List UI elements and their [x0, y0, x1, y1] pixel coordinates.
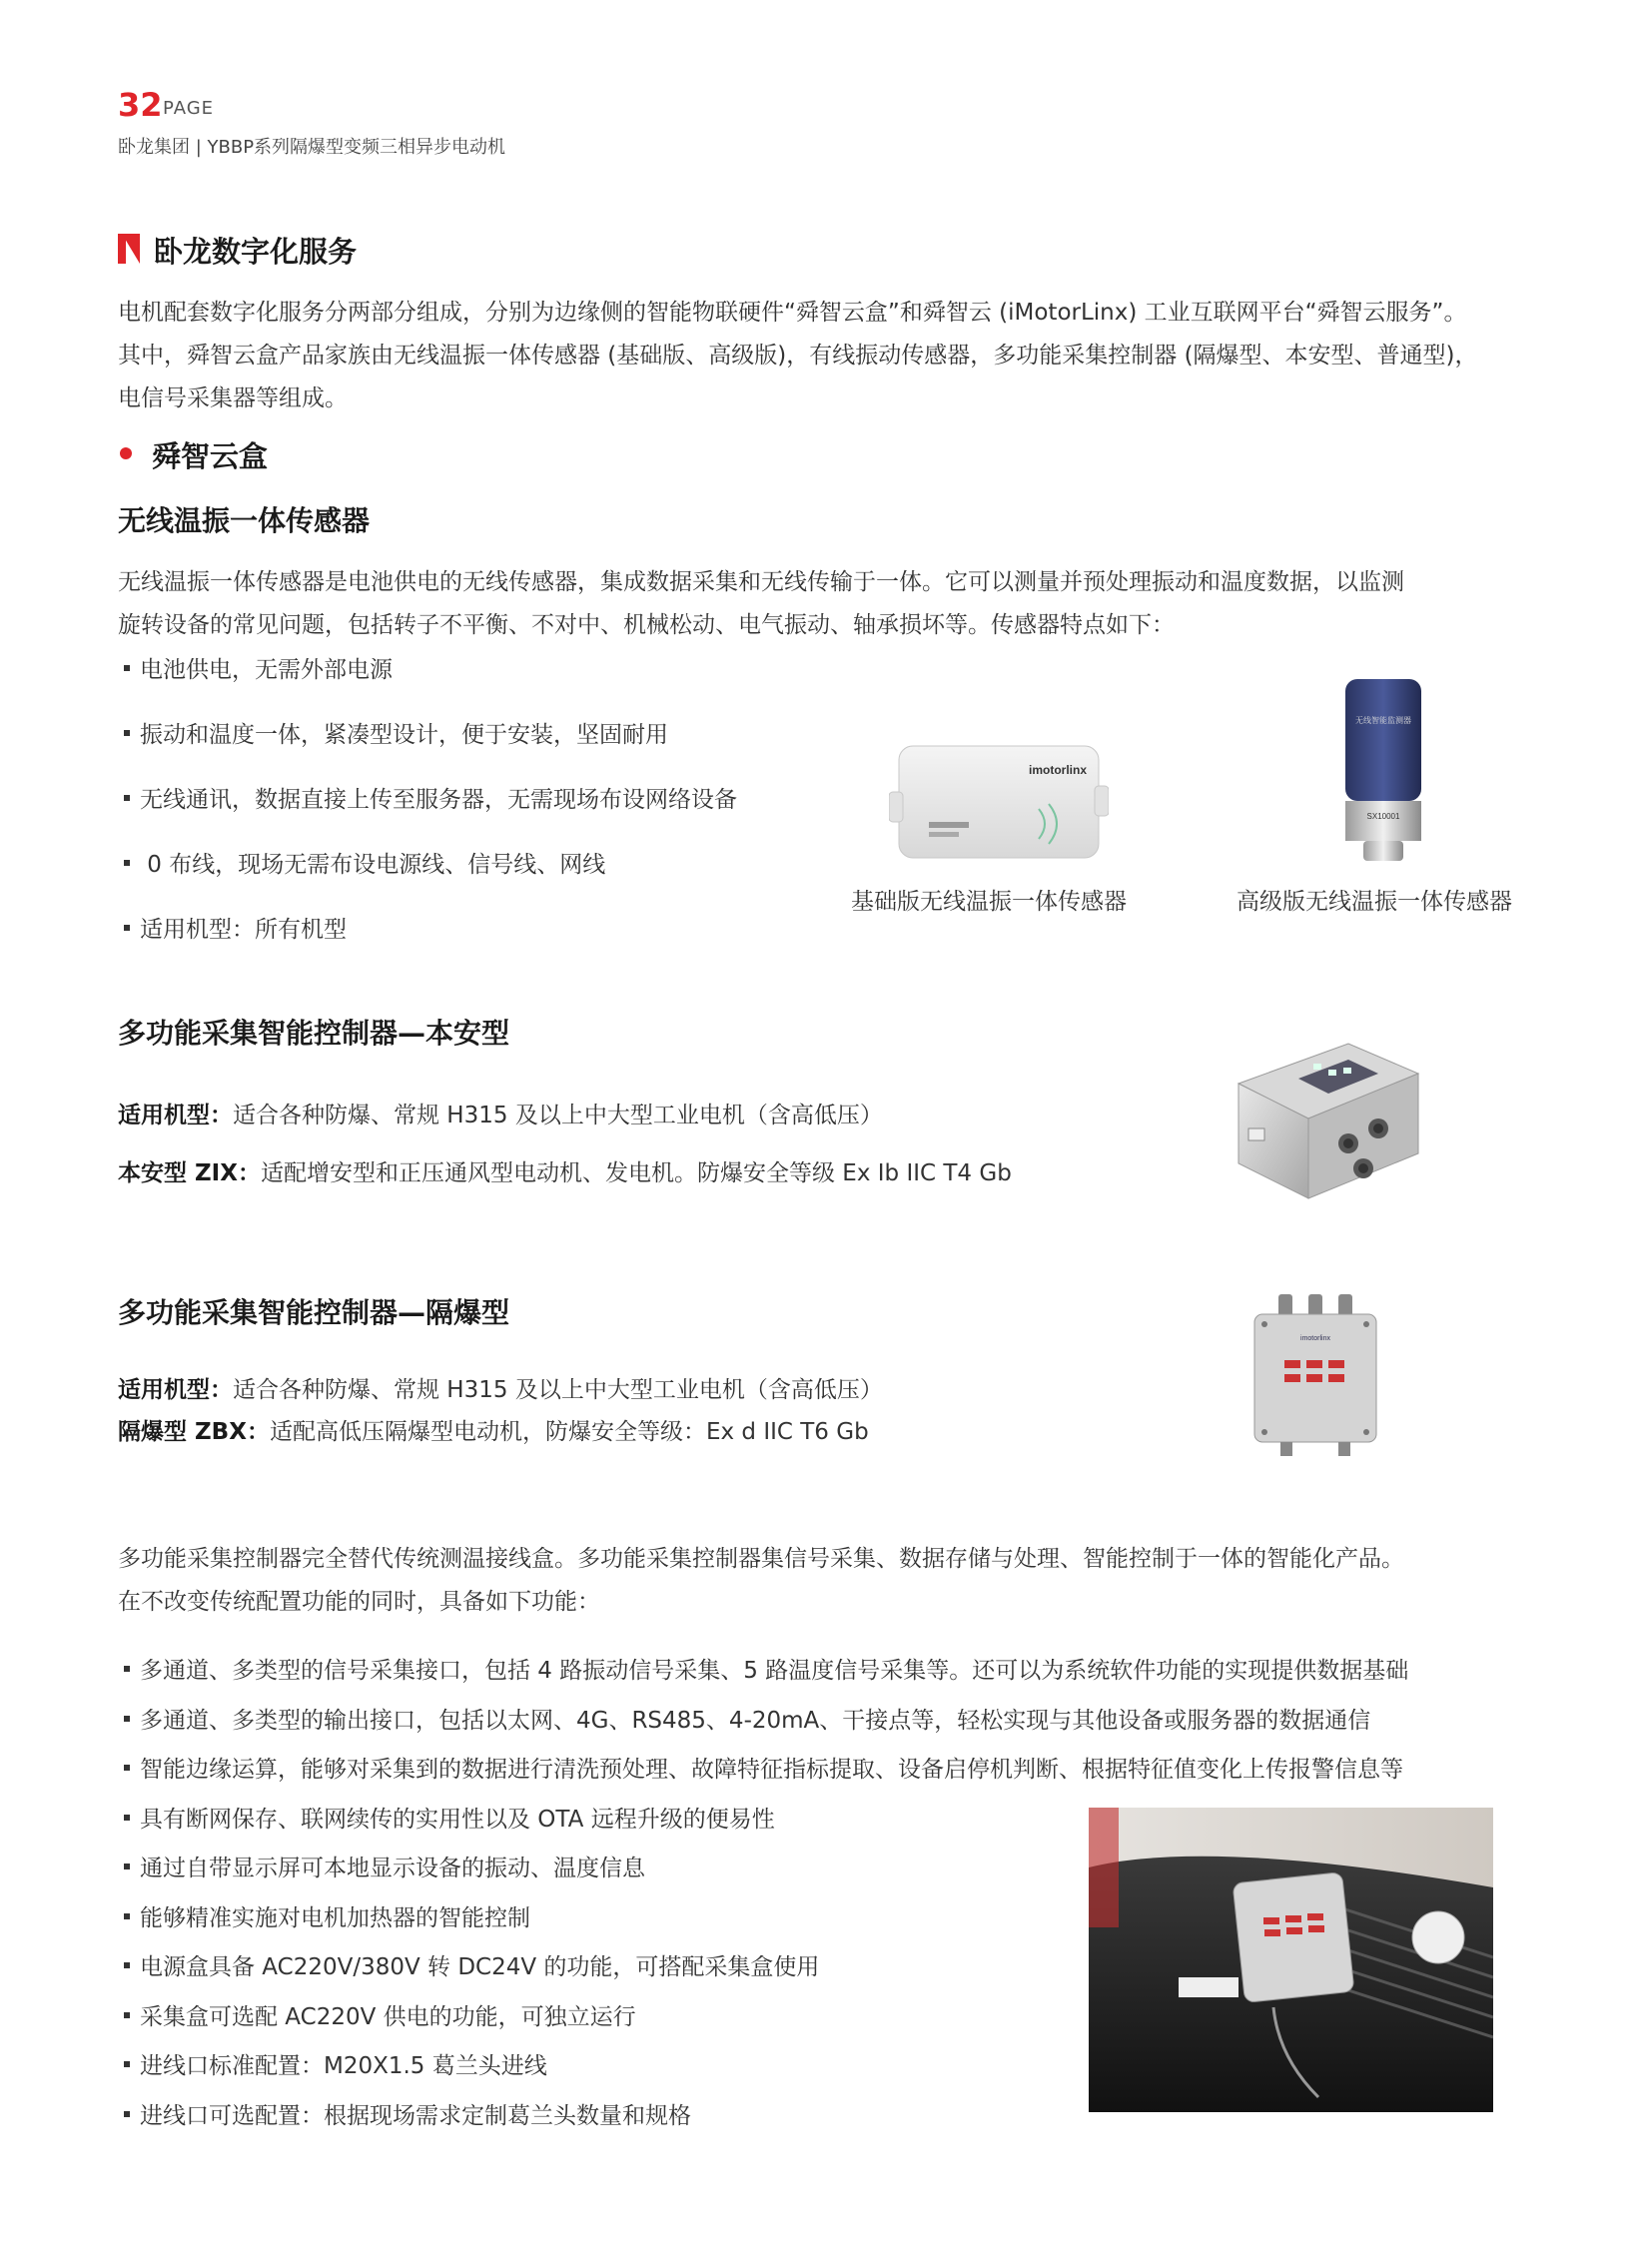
intrinsic-row: 适用机型：适合各种防爆、常规 H315 及以上中大型工业电机（含高低压）: [118, 1103, 883, 1128]
intro-line: 电机配套数字化服务分两部分组成，分别为边缘侧的智能物联硬件“舜智云盒”和舜智云 (iMotorLinx) 工业互联网平台“舜智云服务”。: [118, 300, 1467, 326]
sensor-title: 无线温振一体传感器: [118, 504, 371, 537]
feature-item: 智能边缘运算，能够对采集到的数据进行清洗预处理、故障特征指标提取、设备启停机判断、根据特征值变化上传报警信息等: [124, 1751, 1403, 1784]
feature-item: 进线口标准配置：M20X1.5 葛兰头进线: [124, 2047, 547, 2080]
page-label: PAGE: [163, 98, 215, 119]
flameproof-row: 隔爆型 ZBX：适配高低压隔爆型电动机，防爆安全等级：Ex d IIC T6 Gb: [118, 1419, 869, 1445]
feature-item: 电源盒具备 AC220V/380V 转 DC24V 的功能，可搭配采集盒使用: [124, 1948, 819, 1981]
feature-item: 能够精准实施对电机加热器的智能控制: [124, 1899, 530, 1932]
flameproof-row: 适用机型：适合各种防爆、常规 H315 及以上中大型工业电机（含高低压）: [118, 1377, 883, 1403]
sensor-bullet: 适用机型：所有机型: [124, 911, 347, 944]
advanced-sensor-image: [1333, 677, 1433, 865]
sensor-bullet: 电池供电，无需外部电源: [124, 651, 393, 684]
sensor-desc-line: 旋转设备的常见问题，包括转子不平衡、不对中、机械松动、电气振动、轴承损坏等。传感器特点如下：: [118, 612, 1175, 638]
sensor-bullet: 振动和温度一体，紧凑型设计，便于安装，坚固耐用: [124, 716, 668, 749]
advanced-sensor-code: SX10001: [1366, 812, 1400, 821]
feature-item: 通过自带显示屏可本地显示设备的振动、温度信息: [124, 1850, 645, 1882]
flameproof-title: 多功能采集智能控制器—隔爆型: [118, 1296, 510, 1329]
section-title: 卧龙数字化服务: [154, 235, 358, 269]
installed-controller-photo: [1089, 1808, 1493, 2112]
document-subtitle: 卧龙集团 | YBBP系列隔爆型变频三相异步电动机: [118, 137, 506, 158]
sensor-bullet: 0 布线，现场无需布设电源线、信号线、网线: [124, 846, 605, 879]
controller-desc-line: 在不改变传统配置功能的同时，具备如下功能：: [118, 1589, 600, 1615]
caption-basic-sensor: 基础版无线温振一体传感器: [851, 889, 1127, 915]
basic-sensor-brand: imotorlinx: [1029, 763, 1088, 777]
controller-description: [118, 1538, 1556, 1624]
intrinsic-controller-image: [1229, 1024, 1428, 1203]
intro-line: 电信号采集器等组成。: [118, 385, 348, 411]
basic-sensor-image: [889, 734, 1109, 874]
caption-advanced-sensor: 高级版无线温振一体传感器: [1237, 889, 1512, 915]
feature-item: 采集盒可选配 AC220V 供电的功能，可独立运行: [124, 1998, 636, 2031]
flameproof-controller-image: [1250, 1290, 1380, 1460]
intro-line: 其中，舜智云盒产品家族由无线温振一体传感器 (基础版、高级版)，有线振动传感器，多功能采集控制器 (隔爆型、本安型、普通型)，: [118, 343, 1478, 369]
section-intro: [118, 292, 1546, 420]
cloudbox-title: 舜智云盒: [152, 439, 269, 473]
intrinsic-title: 多功能采集智能控制器—本安型: [118, 1017, 510, 1050]
flameproof-device-brand: imotorlinx: [1300, 1335, 1330, 1342]
intrinsic-row: 本安型 ZIX：适配增安型和正压通风型电动机、发电机。防爆安全等级 Ex Ib IIC T4 Gb: [118, 1160, 1012, 1186]
page-number: 32: [118, 86, 163, 124]
feature-item: 进线口可选配置：根据现场需求定制葛兰头数量和规格: [124, 2097, 691, 2130]
sensor-bullet: 无线通讯，数据直接上传至服务器，无需现场布设网络设备: [124, 781, 737, 814]
feature-item: 多通道、多类型的信号采集接口，包括 4 路振动信号采集、5 路温度信号采集等。还可以为系统软件功能的实现提供数据基础: [124, 1652, 1408, 1685]
feature-item: 具有断网保存、联网续传的实用性以及 OTA 远程升级的便易性: [124, 1801, 775, 1834]
feature-item: 多通道、多类型的输出接口，包括以太网、4G、RS485、4-20mA、干接点等，轻松实现与其他设备或服务器的数据通信: [124, 1702, 1370, 1735]
sensor-desc-line: 无线温振一体传感器是电池供电的无线传感器，集成数据采集和无线传输于一体。它可以测量并预处理振动和温度数据，以监测: [118, 569, 1404, 595]
bullet-dot-icon: [120, 447, 132, 459]
sensor-description: [118, 561, 1556, 647]
controller-desc-line: 多功能采集控制器完全替代传统测温接线盒。多功能采集控制器集信号采集、数据存储与处理、智能控制于一体的智能化产品。: [118, 1546, 1404, 1572]
advanced-sensor-label: 无线智能监测器: [1355, 716, 1411, 725]
